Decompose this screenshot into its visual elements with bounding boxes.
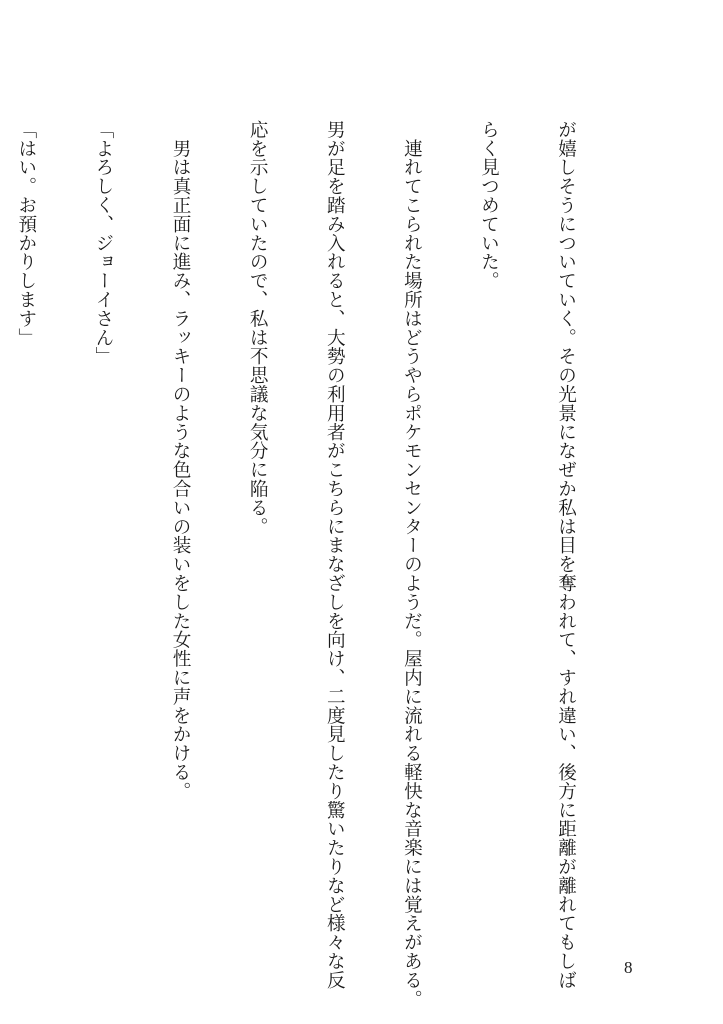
text-line-8: 「はい。お預かりします」 — [15, 120, 37, 347]
text-line-5: 応を示していたので、私は不思議な気分に陥る。 — [247, 120, 269, 536]
text-line-3: 連れてこられた場所はどうやらポケモンセンターのようだ。屋内に流れる軽快な音楽には覚えがある。 — [401, 120, 423, 1009]
text-line-1: が嬉しそうについていく。その光景になぜか私は目を奪われて、すれ違い、後方に距離が離れてもしば — [555, 120, 577, 990]
text-line-4: 男が足を踏み入れると、大勢の利用者がこちらにまなざしを向け、二度見したり驚いたりなど様々な反 — [324, 120, 346, 990]
page-number: 8 — [624, 958, 633, 977]
vertical-text-body — [15, 120, 630, 1009]
text-line-2: らく見つめていた。 — [478, 120, 500, 291]
text-line-7: 「よろしく、ジョーイさん」 — [92, 120, 114, 366]
text-line-6: 男は真正面に進み、ラッキーのような色合いの装いをした女性に声をかける。 — [170, 120, 192, 801]
